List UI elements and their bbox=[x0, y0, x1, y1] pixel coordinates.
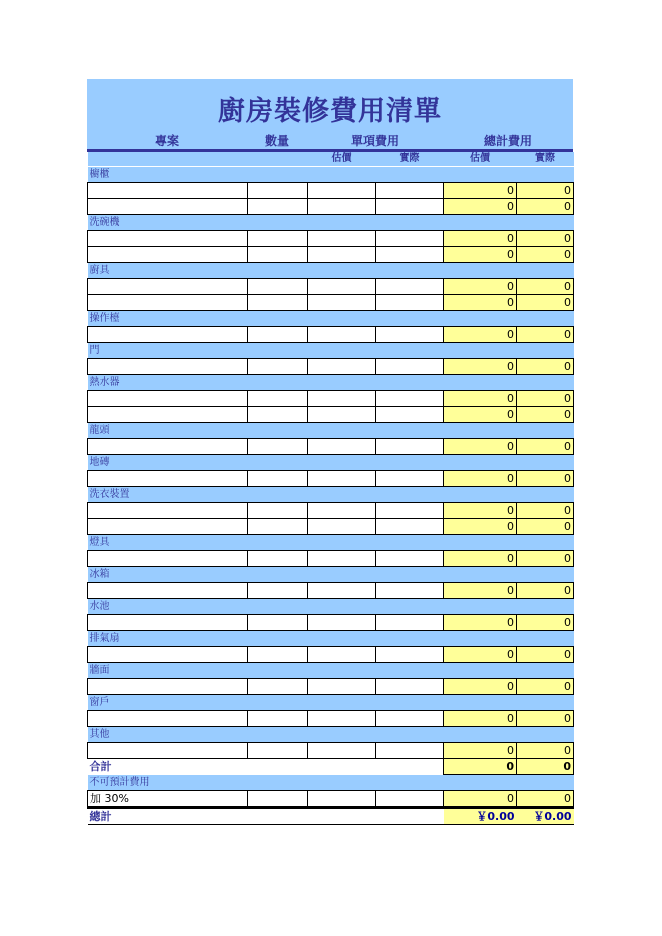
total-actual-cell[interactable]: 0 bbox=[517, 199, 574, 215]
item-name-cell[interactable] bbox=[88, 503, 248, 519]
quantity-cell[interactable] bbox=[248, 711, 308, 727]
total-actual-cell[interactable]: 0 bbox=[517, 391, 574, 407]
unit-actual-cell[interactable] bbox=[376, 791, 444, 808]
title-block bbox=[87, 79, 573, 149]
item-name-cell[interactable] bbox=[88, 247, 248, 263]
total-estimate-cell[interactable]: 0 bbox=[444, 439, 517, 455]
unit-actual-cell[interactable] bbox=[376, 199, 444, 215]
unit-actual-cell[interactable] bbox=[376, 359, 444, 375]
unit-actual-cell[interactable] bbox=[376, 647, 444, 663]
category-label: 門 bbox=[88, 343, 574, 359]
item-name-cell[interactable] bbox=[88, 583, 248, 599]
total-actual-cell[interactable]: 0 bbox=[517, 583, 574, 599]
unit-actual-cell[interactable] bbox=[376, 295, 444, 311]
table-row bbox=[88, 503, 574, 519]
category-row bbox=[88, 375, 574, 391]
quantity-cell[interactable] bbox=[248, 583, 308, 599]
category-row bbox=[88, 535, 574, 551]
table-row bbox=[88, 711, 574, 727]
table-row bbox=[88, 615, 574, 631]
total-actual-cell[interactable]: 0 bbox=[517, 279, 574, 295]
total-estimate-cell[interactable]: 0 bbox=[444, 407, 517, 423]
total-estimate-cell[interactable]: 0 bbox=[444, 679, 517, 695]
total-actual-cell[interactable]: 0 bbox=[517, 407, 574, 423]
table-row bbox=[88, 359, 574, 375]
header-unit-cost: 單項費用 bbox=[350, 134, 399, 148]
unit-estimate-cell[interactable] bbox=[308, 503, 376, 519]
item-name-cell[interactable]: 加 30% bbox=[88, 791, 248, 808]
table-row bbox=[88, 231, 574, 247]
unit-estimate-cell[interactable] bbox=[308, 471, 376, 487]
unit-actual-cell[interactable] bbox=[376, 519, 444, 535]
table-row bbox=[88, 519, 574, 535]
table-row bbox=[88, 327, 574, 343]
item-name-cell[interactable] bbox=[88, 679, 248, 695]
total-actual-cell[interactable]: 0 bbox=[517, 247, 574, 263]
item-name-cell[interactable] bbox=[88, 471, 248, 487]
total-estimate-cell[interactable]: 0 bbox=[444, 551, 517, 567]
total-actual-cell[interactable]: 0 bbox=[517, 519, 574, 535]
category-row bbox=[88, 455, 574, 471]
unit-estimate-cell[interactable] bbox=[308, 231, 376, 247]
category-label: 燈具 bbox=[88, 535, 574, 551]
total-actual-cell[interactable]: 0 bbox=[517, 327, 574, 343]
category-row bbox=[88, 343, 574, 359]
unit-estimate-cell[interactable] bbox=[308, 279, 376, 295]
quantity-cell[interactable] bbox=[248, 743, 308, 759]
category-label: 龍頭 bbox=[88, 423, 574, 439]
quantity-cell[interactable] bbox=[248, 551, 308, 567]
unit-estimate-cell[interactable] bbox=[308, 327, 376, 343]
total-estimate-cell[interactable]: 0 bbox=[444, 199, 517, 215]
quantity-cell[interactable] bbox=[248, 183, 308, 199]
unit-estimate-cell[interactable] bbox=[308, 391, 376, 407]
table-row bbox=[88, 391, 574, 407]
category-label: 地磚 bbox=[88, 455, 574, 471]
unit-estimate-cell[interactable] bbox=[308, 615, 376, 631]
unit-actual-cell[interactable] bbox=[376, 503, 444, 519]
quantity-cell[interactable] bbox=[248, 791, 308, 808]
subheader-unit-estimate: 估價 bbox=[308, 152, 376, 167]
quantity-cell[interactable] bbox=[248, 503, 308, 519]
category-label: 不可預計費用 bbox=[88, 775, 574, 791]
table-row bbox=[88, 199, 574, 215]
quantity-cell[interactable] bbox=[248, 199, 308, 215]
item-name-cell[interactable] bbox=[88, 407, 248, 423]
item-name-cell[interactable] bbox=[88, 647, 248, 663]
quantity-cell[interactable] bbox=[248, 231, 308, 247]
unit-actual-cell[interactable] bbox=[376, 247, 444, 263]
table-row bbox=[88, 247, 574, 263]
category-row bbox=[88, 215, 574, 231]
unit-actual-cell[interactable] bbox=[376, 183, 444, 199]
total-actual-cell[interactable]: 0 bbox=[517, 359, 574, 375]
quantity-cell[interactable] bbox=[248, 647, 308, 663]
quantity-cell[interactable] bbox=[248, 247, 308, 263]
unit-estimate-cell[interactable] bbox=[308, 791, 376, 808]
unit-actual-cell[interactable] bbox=[376, 615, 444, 631]
unit-estimate-cell[interactable] bbox=[308, 551, 376, 567]
total-estimate-cell[interactable]: 0 bbox=[444, 183, 517, 199]
unit-actual-cell[interactable] bbox=[376, 711, 444, 727]
total-estimate-cell[interactable]: 0 bbox=[444, 711, 517, 727]
unit-actual-cell[interactable] bbox=[376, 551, 444, 567]
total-actual-cell[interactable]: 0 bbox=[517, 183, 574, 199]
unit-estimate-cell[interactable] bbox=[308, 247, 376, 263]
unit-estimate-cell[interactable] bbox=[308, 439, 376, 455]
total-estimate-cell[interactable]: 0 bbox=[444, 231, 517, 247]
unit-estimate-cell[interactable] bbox=[308, 583, 376, 599]
subtotal-row bbox=[88, 759, 574, 775]
item-name-cell[interactable] bbox=[88, 295, 248, 311]
category-label: 熱水器 bbox=[88, 375, 574, 391]
category-label: 其他 bbox=[88, 727, 574, 743]
category-row bbox=[88, 487, 574, 503]
category-label: 窗戶 bbox=[88, 695, 574, 711]
total-actual-cell[interactable]: 0 bbox=[517, 295, 574, 311]
unit-estimate-cell[interactable] bbox=[308, 711, 376, 727]
item-name-cell[interactable] bbox=[88, 359, 248, 375]
category-label: 操作檯 bbox=[88, 311, 574, 327]
item-name-cell[interactable] bbox=[88, 279, 248, 295]
table-row bbox=[88, 183, 574, 199]
table-row bbox=[88, 583, 574, 599]
header-item: 專案 bbox=[154, 134, 179, 148]
quantity-cell[interactable] bbox=[248, 471, 308, 487]
quantity-cell[interactable] bbox=[248, 679, 308, 695]
total-actual-cell[interactable]: 0 bbox=[517, 615, 574, 631]
subheader-total-estimate: 估價 bbox=[444, 152, 517, 167]
header-quantity: 數量 bbox=[264, 134, 289, 148]
category-row bbox=[88, 631, 574, 647]
header-total-cost: 總計費用 bbox=[483, 134, 532, 148]
unit-estimate-cell[interactable] bbox=[308, 183, 376, 199]
item-name-cell[interactable] bbox=[88, 199, 248, 215]
unit-actual-cell[interactable] bbox=[376, 231, 444, 247]
total-actual-cell[interactable]: 0 bbox=[517, 439, 574, 455]
category-row bbox=[88, 423, 574, 439]
unit-estimate-cell[interactable] bbox=[308, 743, 376, 759]
total-estimate-cell[interactable]: 0 bbox=[444, 791, 517, 808]
unit-estimate-cell[interactable] bbox=[308, 519, 376, 535]
category-row bbox=[88, 599, 574, 615]
item-name-cell[interactable] bbox=[88, 711, 248, 727]
page-title: 廚房裝修費用清單 bbox=[218, 96, 442, 127]
total-actual-cell[interactable]: 0 bbox=[517, 471, 574, 487]
unit-estimate-cell[interactable] bbox=[308, 407, 376, 423]
category-row bbox=[88, 263, 574, 279]
unit-estimate-cell[interactable] bbox=[308, 647, 376, 663]
quantity-cell[interactable] bbox=[248, 439, 308, 455]
category-row bbox=[88, 775, 574, 791]
category-label: 水池 bbox=[88, 599, 574, 615]
unit-actual-cell[interactable] bbox=[376, 743, 444, 759]
quantity-cell[interactable] bbox=[248, 279, 308, 295]
total-estimate-cell[interactable]: 0 bbox=[444, 471, 517, 487]
table-row bbox=[88, 471, 574, 487]
item-name-cell[interactable] bbox=[88, 551, 248, 567]
item-name-cell[interactable] bbox=[88, 231, 248, 247]
category-label: 櫥櫃 bbox=[88, 167, 574, 183]
table-row bbox=[88, 551, 574, 567]
unit-estimate-cell[interactable] bbox=[308, 679, 376, 695]
grand-total-actual: ￥0.00 bbox=[517, 808, 574, 825]
category-row bbox=[88, 311, 574, 327]
table-row bbox=[88, 743, 574, 759]
total-estimate-cell[interactable]: 0 bbox=[444, 647, 517, 663]
subtotal-estimate: 0 bbox=[444, 759, 517, 775]
total-actual-cell[interactable]: 0 bbox=[517, 647, 574, 663]
category-label: 洗碗機 bbox=[88, 215, 574, 231]
table-row bbox=[88, 679, 574, 695]
quantity-cell[interactable] bbox=[248, 295, 308, 311]
total-estimate-cell[interactable]: 0 bbox=[444, 279, 517, 295]
total-actual-cell[interactable]: 0 bbox=[517, 231, 574, 247]
item-name-cell[interactable] bbox=[88, 519, 248, 535]
category-row bbox=[88, 695, 574, 711]
unit-actual-cell[interactable] bbox=[376, 407, 444, 423]
grand-total-row bbox=[88, 808, 574, 825]
unit-estimate-cell[interactable] bbox=[308, 295, 376, 311]
expense-sheet bbox=[87, 79, 573, 825]
grand-total-label: 總計 bbox=[88, 808, 248, 825]
category-label: 排氣扇 bbox=[88, 631, 574, 647]
subtotal-actual: 0 bbox=[517, 759, 574, 775]
quantity-cell[interactable] bbox=[248, 407, 308, 423]
total-actual-cell[interactable]: 0 bbox=[517, 791, 574, 808]
total-estimate-cell[interactable]: 0 bbox=[444, 359, 517, 375]
category-label: 廚具 bbox=[88, 263, 574, 279]
item-name-cell[interactable] bbox=[88, 615, 248, 631]
total-estimate-cell[interactable]: 0 bbox=[444, 743, 517, 759]
unit-actual-cell[interactable] bbox=[376, 327, 444, 343]
item-name-cell[interactable] bbox=[88, 743, 248, 759]
total-actual-cell[interactable]: 0 bbox=[517, 711, 574, 727]
total-estimate-cell[interactable]: 0 bbox=[444, 391, 517, 407]
item-name-cell[interactable] bbox=[88, 183, 248, 199]
total-estimate-cell[interactable]: 0 bbox=[444, 519, 517, 535]
quantity-cell[interactable] bbox=[248, 327, 308, 343]
subheader-row bbox=[88, 152, 574, 167]
quantity-cell[interactable] bbox=[248, 615, 308, 631]
category-label: 牆面 bbox=[88, 663, 574, 679]
total-estimate-cell[interactable]: 0 bbox=[444, 247, 517, 263]
total-estimate-cell[interactable]: 0 bbox=[444, 615, 517, 631]
total-actual-cell[interactable]: 0 bbox=[517, 551, 574, 567]
category-label: 洗衣裝置 bbox=[88, 487, 574, 503]
category-row bbox=[88, 727, 574, 743]
subheader-unit-actual: 實際 bbox=[376, 152, 444, 167]
quantity-cell[interactable] bbox=[248, 391, 308, 407]
category-row bbox=[88, 167, 574, 183]
total-actual-cell[interactable]: 0 bbox=[517, 679, 574, 695]
unit-actual-cell[interactable] bbox=[376, 583, 444, 599]
total-estimate-cell[interactable]: 0 bbox=[444, 583, 517, 599]
unit-actual-cell[interactable] bbox=[376, 679, 444, 695]
total-estimate-cell[interactable]: 0 bbox=[444, 503, 517, 519]
table-row bbox=[88, 791, 574, 808]
table-row bbox=[88, 279, 574, 295]
table-row bbox=[88, 295, 574, 311]
item-name-cell[interactable] bbox=[88, 439, 248, 455]
unit-actual-cell[interactable] bbox=[376, 471, 444, 487]
unit-actual-cell[interactable] bbox=[376, 391, 444, 407]
unit-estimate-cell[interactable] bbox=[308, 359, 376, 375]
subtotal-label: 合計 bbox=[88, 759, 248, 775]
subheader-total-actual: 實際 bbox=[517, 152, 574, 167]
table-row bbox=[88, 647, 574, 663]
total-estimate-cell[interactable]: 0 bbox=[444, 327, 517, 343]
total-estimate-cell[interactable]: 0 bbox=[444, 295, 517, 311]
category-row bbox=[88, 567, 574, 583]
unit-actual-cell[interactable] bbox=[376, 439, 444, 455]
item-name-cell[interactable] bbox=[88, 391, 248, 407]
quantity-cell[interactable] bbox=[248, 359, 308, 375]
table-row bbox=[88, 439, 574, 455]
unit-estimate-cell[interactable] bbox=[308, 199, 376, 215]
expense-table bbox=[87, 152, 574, 825]
category-label: 冰箱 bbox=[88, 567, 574, 583]
total-actual-cell[interactable]: 0 bbox=[517, 743, 574, 759]
grand-total-estimate: ￥0.00 bbox=[444, 808, 517, 825]
category-row bbox=[88, 663, 574, 679]
table-row bbox=[88, 407, 574, 423]
item-name-cell[interactable] bbox=[88, 327, 248, 343]
total-actual-cell[interactable]: 0 bbox=[517, 503, 574, 519]
quantity-cell[interactable] bbox=[248, 519, 308, 535]
unit-actual-cell[interactable] bbox=[376, 279, 444, 295]
